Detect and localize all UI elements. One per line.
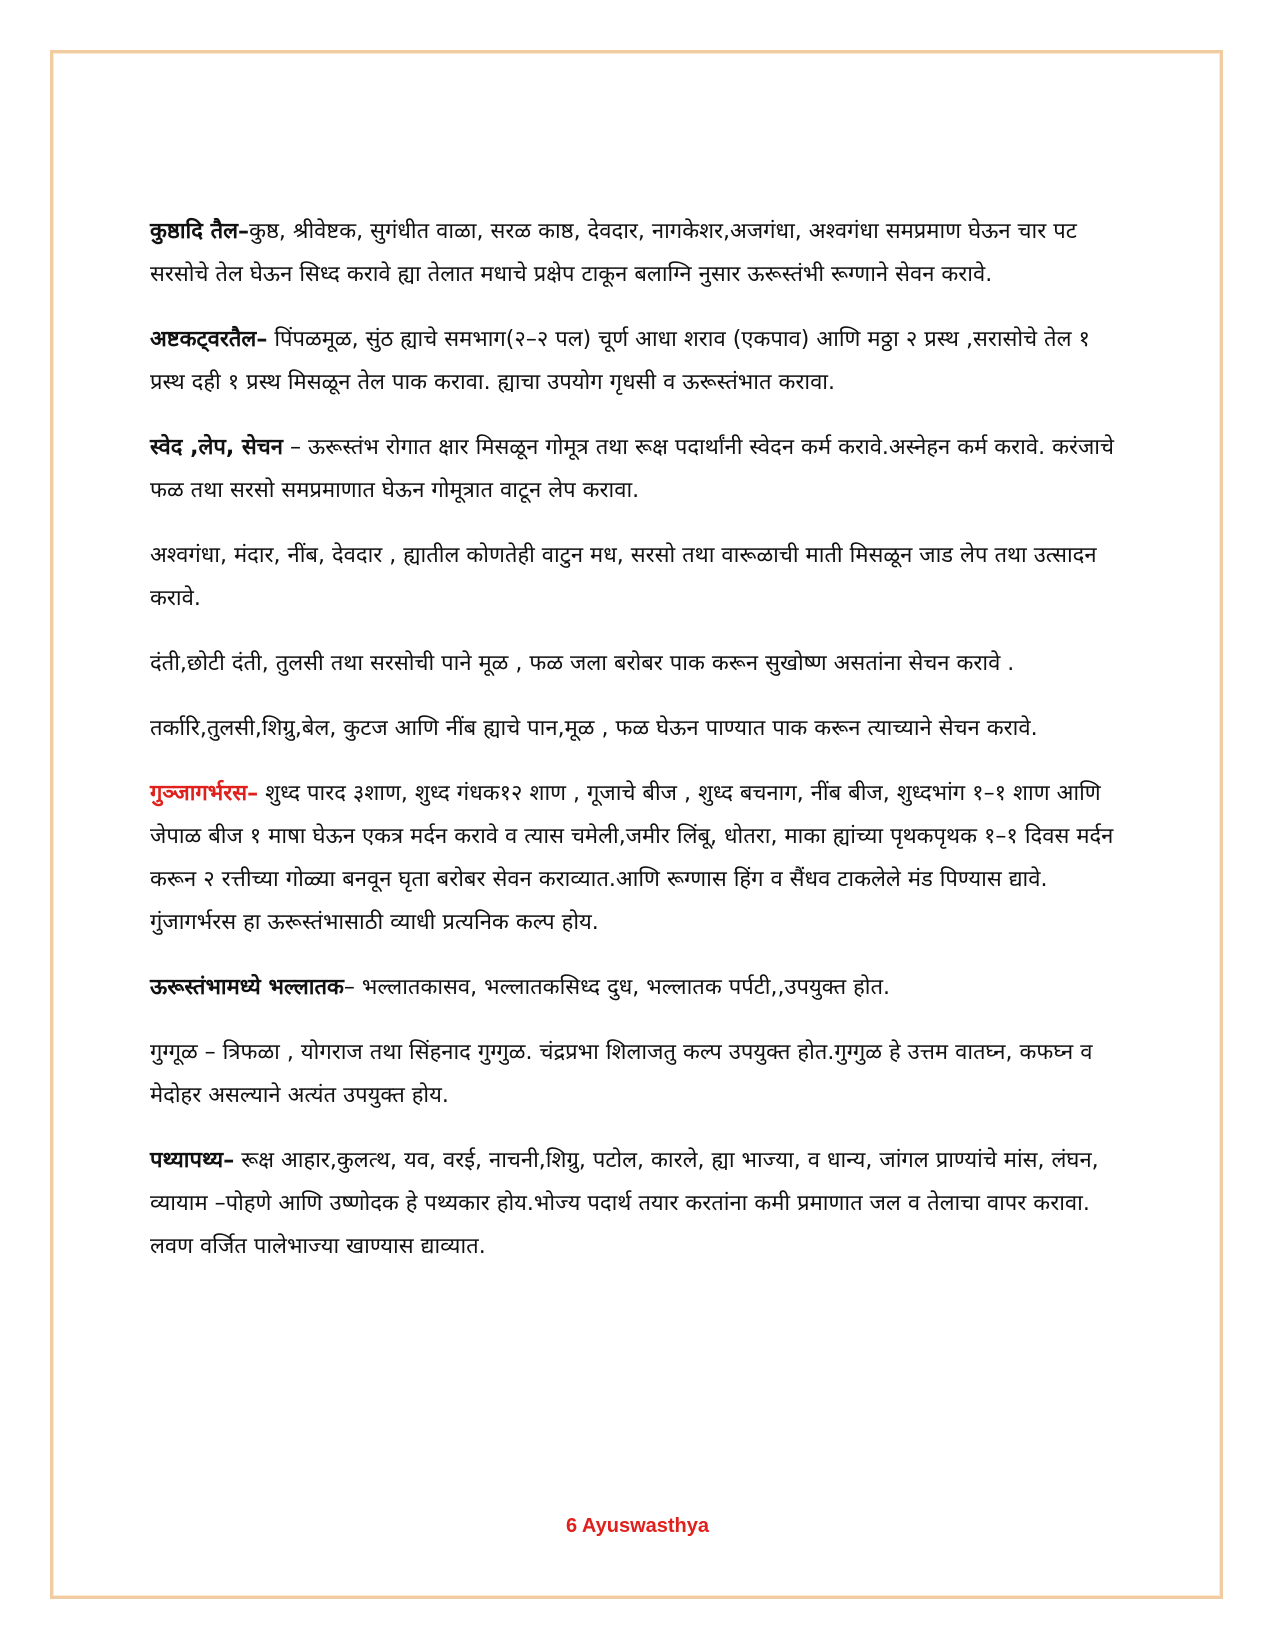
paragraph-text: शुध्द पारद ३शाण, शुध्द गंधक१२ शाण , गूजाचे बीज , शुध्द बचनाग, नींब बीज, शुध्दभांग १–१ शाण आणि जेपाळ बीज १ माषा घेऊन एकत्र मर्दन करावे व त्यास चमेली,जमीर लिंबू, धोतरा, माका ह्यांच्या पृथकपृथक १–१ दिवस मर्दन करून २ रत्तीच्या गोळ्या बनवून घृता बरोबर सेवन कराव्यात.आणि रूग्णास हिंग व सैंधव टाकलेले मंड पिण्यास द्यावे. [150,781,1114,892]
page-footer: 6 Ayuswasthya [565,1515,710,1537]
paragraph-heading: पथ्यापथ्य– [150,1148,235,1173]
paragraph-tarkari-sechan [150,707,1130,750]
paragraph-text: रूक्ष आहार,कुलत्थ, यव, वरई, नाचनी,शिग्रु, पटोल, कारले, ह्या भाज्या, व धान्य, जांगल प्राण्यांचे मांस, लंघन, व्यायाम –पोहणे आणि उष्णोदक हे पथ्यकार होय.भोज्य पदार्थ तयार करतांना कमी प्रमाणात जल व तेलाचा वापर करावा. लवण वर्जित पालेभाज्या खाण्यास द्याव्यात. [150,1148,1099,1259]
paragraph-bhallatak [150,966,1130,1009]
document-body [150,210,1130,1290]
paragraph-pathyapathya [150,1139,1130,1268]
paragraph-heading: ऊरूस्तंभामध्ये भल्लातक [150,975,344,1000]
paragraph-danti-sechan [150,642,1130,685]
paragraph-heading: अष्टकट्वरतैल– [150,327,268,352]
paragraph-heading: स्वेद ,लेप, सेचन [150,435,283,460]
paragraph-text: पिंपळमूळ, सुंठ ह्याचे समभाग(२–२ पल) चूर्ण आधा शराव (एकपाव) आणि मठ्ठा २ प्रस्थ ,सरासोचे तेल १ प्रस्थ दही १ प्रस्थ मिसळून तेल पाक करावा. ह्याचा उपयोग गृधसी व ऊरूस्तंभात करावा. [150,327,1090,395]
paragraph-text: कुष्ठ, श्रीवेष्टक, सुगंधीत वाळा, सरळ काष्ठ, देवदार, नागकेशर,अजगंधा, अश्वगंधा समप्रमाण घेऊन चार पट सरसोचे तेल घेऊन सिध्द करावे ह्या तेलात मधाचे प्रक्षेप टाकून बलाग्नि नुसार ऊरूस्तंभी रूग्णाने सेवन करावे. [150,219,1077,287]
paragraph-guggul [150,1031,1130,1117]
paragraph-text: – ऊरूस्तंभ रोगात क्षार मिसळून गोमूत्र तथा रूक्ष पदार्थांनी स्वेदन कर्म करावे.अस्नेहन कर्म करावे. करंजाचे फळ तथा सरसो समप्रमाणात घेऊन गोमूत्रात वाटून लेप करावा. [150,435,1114,503]
paragraph-ashtakatvar-tail [150,318,1130,404]
paragraph-heading: कुष्ठादि तैल– [150,219,250,244]
paragraph-text: – भल्लातकासव, भल्लातकसिध्द दुध, भल्लातक पर्पटी,,उपयुक्त होत. [343,975,891,1000]
paragraph-gunjagarbha-ras [150,772,1130,901]
paragraph-ashwagandha-lep [150,534,1130,620]
paragraph-text: गुग्गूळ – त्रिफळा , योगराज तथा सिंहनाद गुग्गुळ. चंद्रप्रभा शिलाजतु कल्प उपयुक्त होत.गुग्गुळ हे उत्तम वातघ्न, कफघ्न व मेदोहर असल्याने अत्यंत उपयुक्त होय. [150,1040,1093,1108]
paragraph-text: अश्वगंधा, मंदार, नींब, देवदार , ह्यातील कोणतेही वाटुन मध, सरसो तथा वारूळाची माती मिसळून जाड लेप तथा उत्सादन करावे. [150,543,1097,611]
paragraph-gunjagarbha-summary [150,901,1130,944]
paragraph-heading: गुञ्जागर्भरस– [150,781,259,806]
paragraph-sved-lep-sechan [150,426,1130,512]
paragraph-text: तर्कारि,तुलसी,शिग्रु,बेल, कुटज आणि नींब ह्याचे पान,मूळ , फळ घेऊन पाण्यात पाक करून त्याच्याने सेचन करावे. [150,716,1038,741]
paragraph-text: दंती,छोटी दंती, तुलसी तथा सरसोची पाने मूळ , फळ जला बरोबर पाक करून सुखोष्ण असतांना सेचन करावे . [150,651,1015,676]
paragraph-kushthadi-tail [150,210,1130,296]
paragraph-text: गुंजागर्भरस हा ऊरूस्तंभासाठी व्याधी प्रत्यनिक कल्प होय. [150,910,599,935]
